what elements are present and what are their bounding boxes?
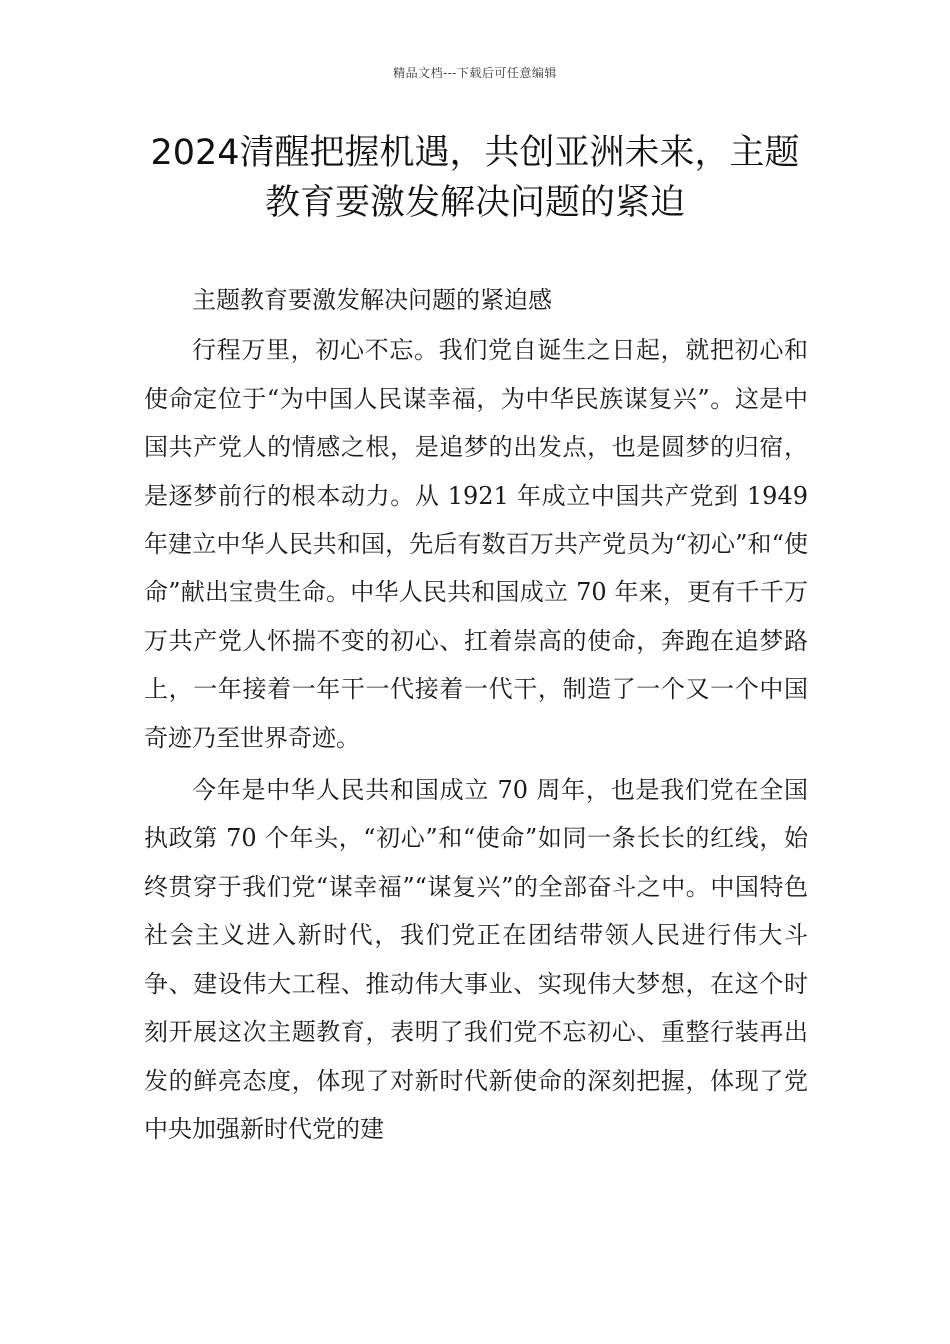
document-title: 2024清醒把握机遇，共创亚洲未来，主题教育要激发解决问题的紧迫 (150, 133, 800, 223)
paragraph: 行程万里，初心不忘。我们党自诞生之日起，就把初心和使命定位于“为中国人民谋幸福，为中华民族谋复兴”。这是中国共产党人的情感之根，是追梦的出发点，也是圆梦的归宿，是逐梦前行的根本动力。从 1921 年成立中国共产党到 1949 年建立中华人民共和国，先后有数百万共产党员为“初心”和“使命”献出宝贵生命。中华人民共和国成立 70 年来，更有千千万万共产党人怀揣不变的初心、扛着崇高的使命，奔跑在追梦路上，一年接着一年干一代接着一代干，制造了一个又一个中国奇迹乃至世界奇迹。 (144, 336, 808, 752)
document-body (144, 276, 808, 1153)
paragraph: 今年是中华人民共和国成立 70 周年，也是我们党在全国执政第 70 个年头，“初心”和“使命”如同一条长长的红线，始终贯穿于我们党“谋幸福”“谋复兴”的全部奋斗之中。中国特色社会主义进入新时代，我们党正在团结带领人民进行伟大斗争、建设伟大工程、推动伟大事业、实现伟大梦想，在这个时刻开展这次主题教育，表明了我们党不忘初心、重整行装再出发的鲜亮态度，体现了对新时代新使命的深刻把握，体现了党中央加强新时代党的建 (144, 776, 808, 1143)
document-subtitle: 主题教育要激发解决问题的紧迫感 (192, 286, 552, 314)
header-note: 精品文档---下载后可任意编辑 (393, 66, 557, 80)
